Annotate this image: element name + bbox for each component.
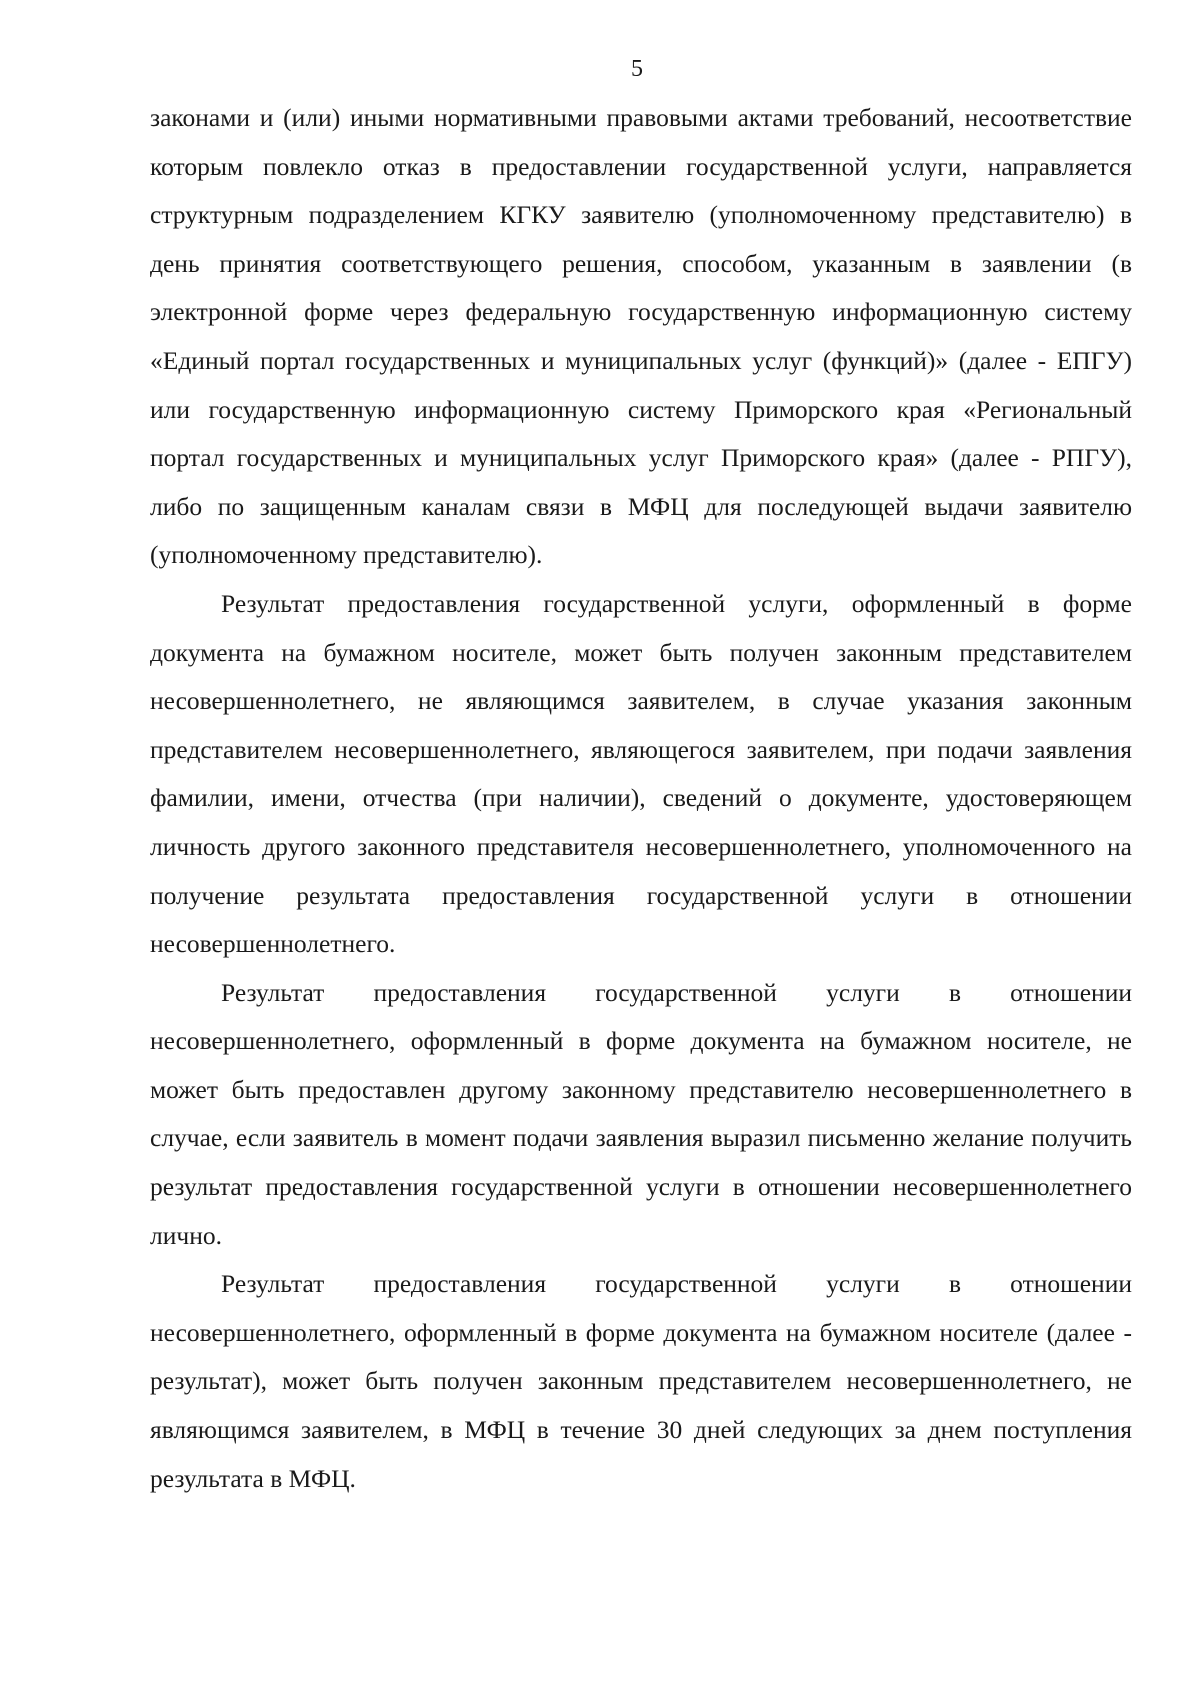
paragraph-result-legal-representative: Результат предоставления государственной услуги, оформленный в форме документа на бумажном носителе, может быть получен законным представителем несовершеннолетнего, не являющимся заявителем, в случае указания законным представителем несовершеннолетнего, являющегося заявителем, при подачи заявления фамилии, имени, отчества (при наличии), сведений о документе, удостоверяющем личность другого законного представителя несовершеннолетнего, уполномоченного на получение результата предоставления государственной услуги в отношении несовершеннолетнего. (150, 588, 1132, 959)
paragraph-result-mfc-term: Результат предоставления государственной услуги в отношении несовершеннолетнего, оформленный в форме документа на бумажном носителе (далее - результат), может быть получен законным представителем несовершеннолетнего, не являющимся заявителем, в МФЦ в течение 30 дней следующих за днем поступления результата в МФЦ. (150, 1269, 1132, 1493)
paragraph-result-restriction: Результат предоставления государственной услуги в отношении несовершеннолетнего, оформленный в форме документа на бумажном носителе, не может быть предоставлен другому законному представителю несовершеннолетнего в случае, если заявитель в момент подачи заявления выразил письменно желание получить результат предоставления государственной услуги в отношении несовершеннолетнего лично. (150, 977, 1132, 1250)
paragraph-continuation: законами и (или) иными нормативными правовыми актами требований, несоответствие которым повлекло отказ в предоставлении государственной услуги, направляется структурным подразделением КГКУ заявителю (уполномоченному представителю) в день принятия соответствующего решения, способом, указанным в заявлении (в электронной форме через федеральную государственную информационную систему «Единый портал государственных и муниципальных услуг (функций)» (далее - ЕПГУ) или государственную информационную систему Приморского края «Региональный портал государственных и муниципальных услуг Приморского края» (далее - РПГУ), либо по защищенным каналам связи в МФЦ для последующей выдачи заявителю (уполномоченному представителю). (150, 103, 1132, 570)
document-body (150, 94, 1132, 1503)
page-number: 5 (631, 56, 643, 82)
